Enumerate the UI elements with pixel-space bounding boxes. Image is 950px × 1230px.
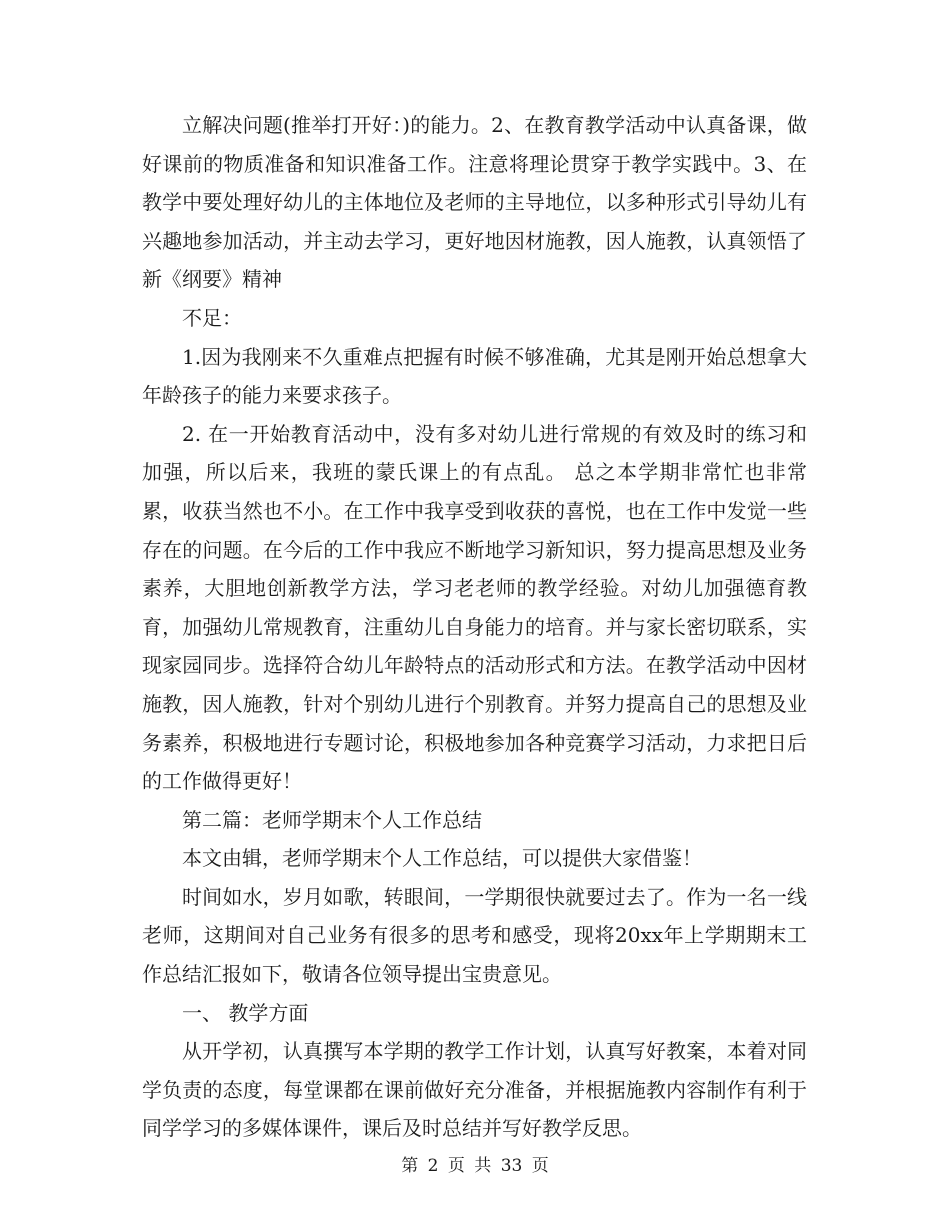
paragraph-continuation: 立解决问题(推举打开好：)的能力。2、在教育教学活动中认真备课，做好课前的物质准备和知识准备工作。注意将理论贯穿于教学实践中。3、在教学中要处理好幼儿的主体地位及老师的主导地位，以多种形式引导幼儿有兴趣地参加活动，并主动去学习，更好地因材施教，因人施教，认真领悟了新《纲要》精神 [142, 113, 807, 292]
document-body [142, 106, 807, 1148]
paragraph-opening: 时间如水，岁月如歌，转眼间，一学期很快就要过去了。作为一名一线老师，这期间对自己业务有很多的思考和感受，现将20xx年上学期期末工作总结汇报如下，敬请各位领导提出宝贵意见。 [142, 884, 807, 987]
paragraph-shortcomings-heading: 不足： [182, 305, 242, 330]
paragraph-intro: 本文由辑，老师学期末个人工作总结，可以提供大家借鉴！ [182, 846, 702, 871]
paragraph-shortcoming-1: 1.因为我刚来不久重难点把握有时候不够准确，尤其是刚开始总想拿大年龄孩子的能力来要求孩子。 [142, 344, 807, 408]
section-heading-teaching: 一、 教学方面 [182, 1000, 309, 1025]
page-number-footer: 第 2 页 共 33 页 [401, 1156, 549, 1176]
section-title-part-two: 第二篇：老师学期末个人工作总结 [182, 807, 482, 832]
paragraph-shortcoming-2: 2. 在一开始教育活动中，没有多对幼儿进行常规的有效及时的练习和加强，所以后来，我班的蒙氏课上的有点乱。 总之本学期非常忙也非常累，收获当然也不小。在工作中我享受到收获的喜悦，也在工作中发觉一些存在的问题。在今后的工作中我应不断地学习新知识，努力提高思想及业务素养，大胆地创新教学方法，学习老老师的教学经验。对幼儿加强德育教育，加强幼儿常规教育，注重幼儿自身能力的培育。并与家长密切联系，实现家园同步。选择符合幼儿年龄特点的活动形式和方法。在教学活动中因材施教，因人施教，针对个别幼儿进行个别教育。并努力提高自己的思想及业务素养，积极地进行专题讨论，积极地参加各种竞赛学习活动，力求把日后的工作做得更好！ [142, 421, 807, 794]
paragraph-teaching: 从开学初，认真撰写本学期的教学工作计划，认真写好教案，本着对同学负责的态度，每堂课都在课前做好充分准备，并根据施教内容制作有利于同学学习的多媒体课件，课后及时总结并写好教学反思。 [142, 1039, 807, 1141]
